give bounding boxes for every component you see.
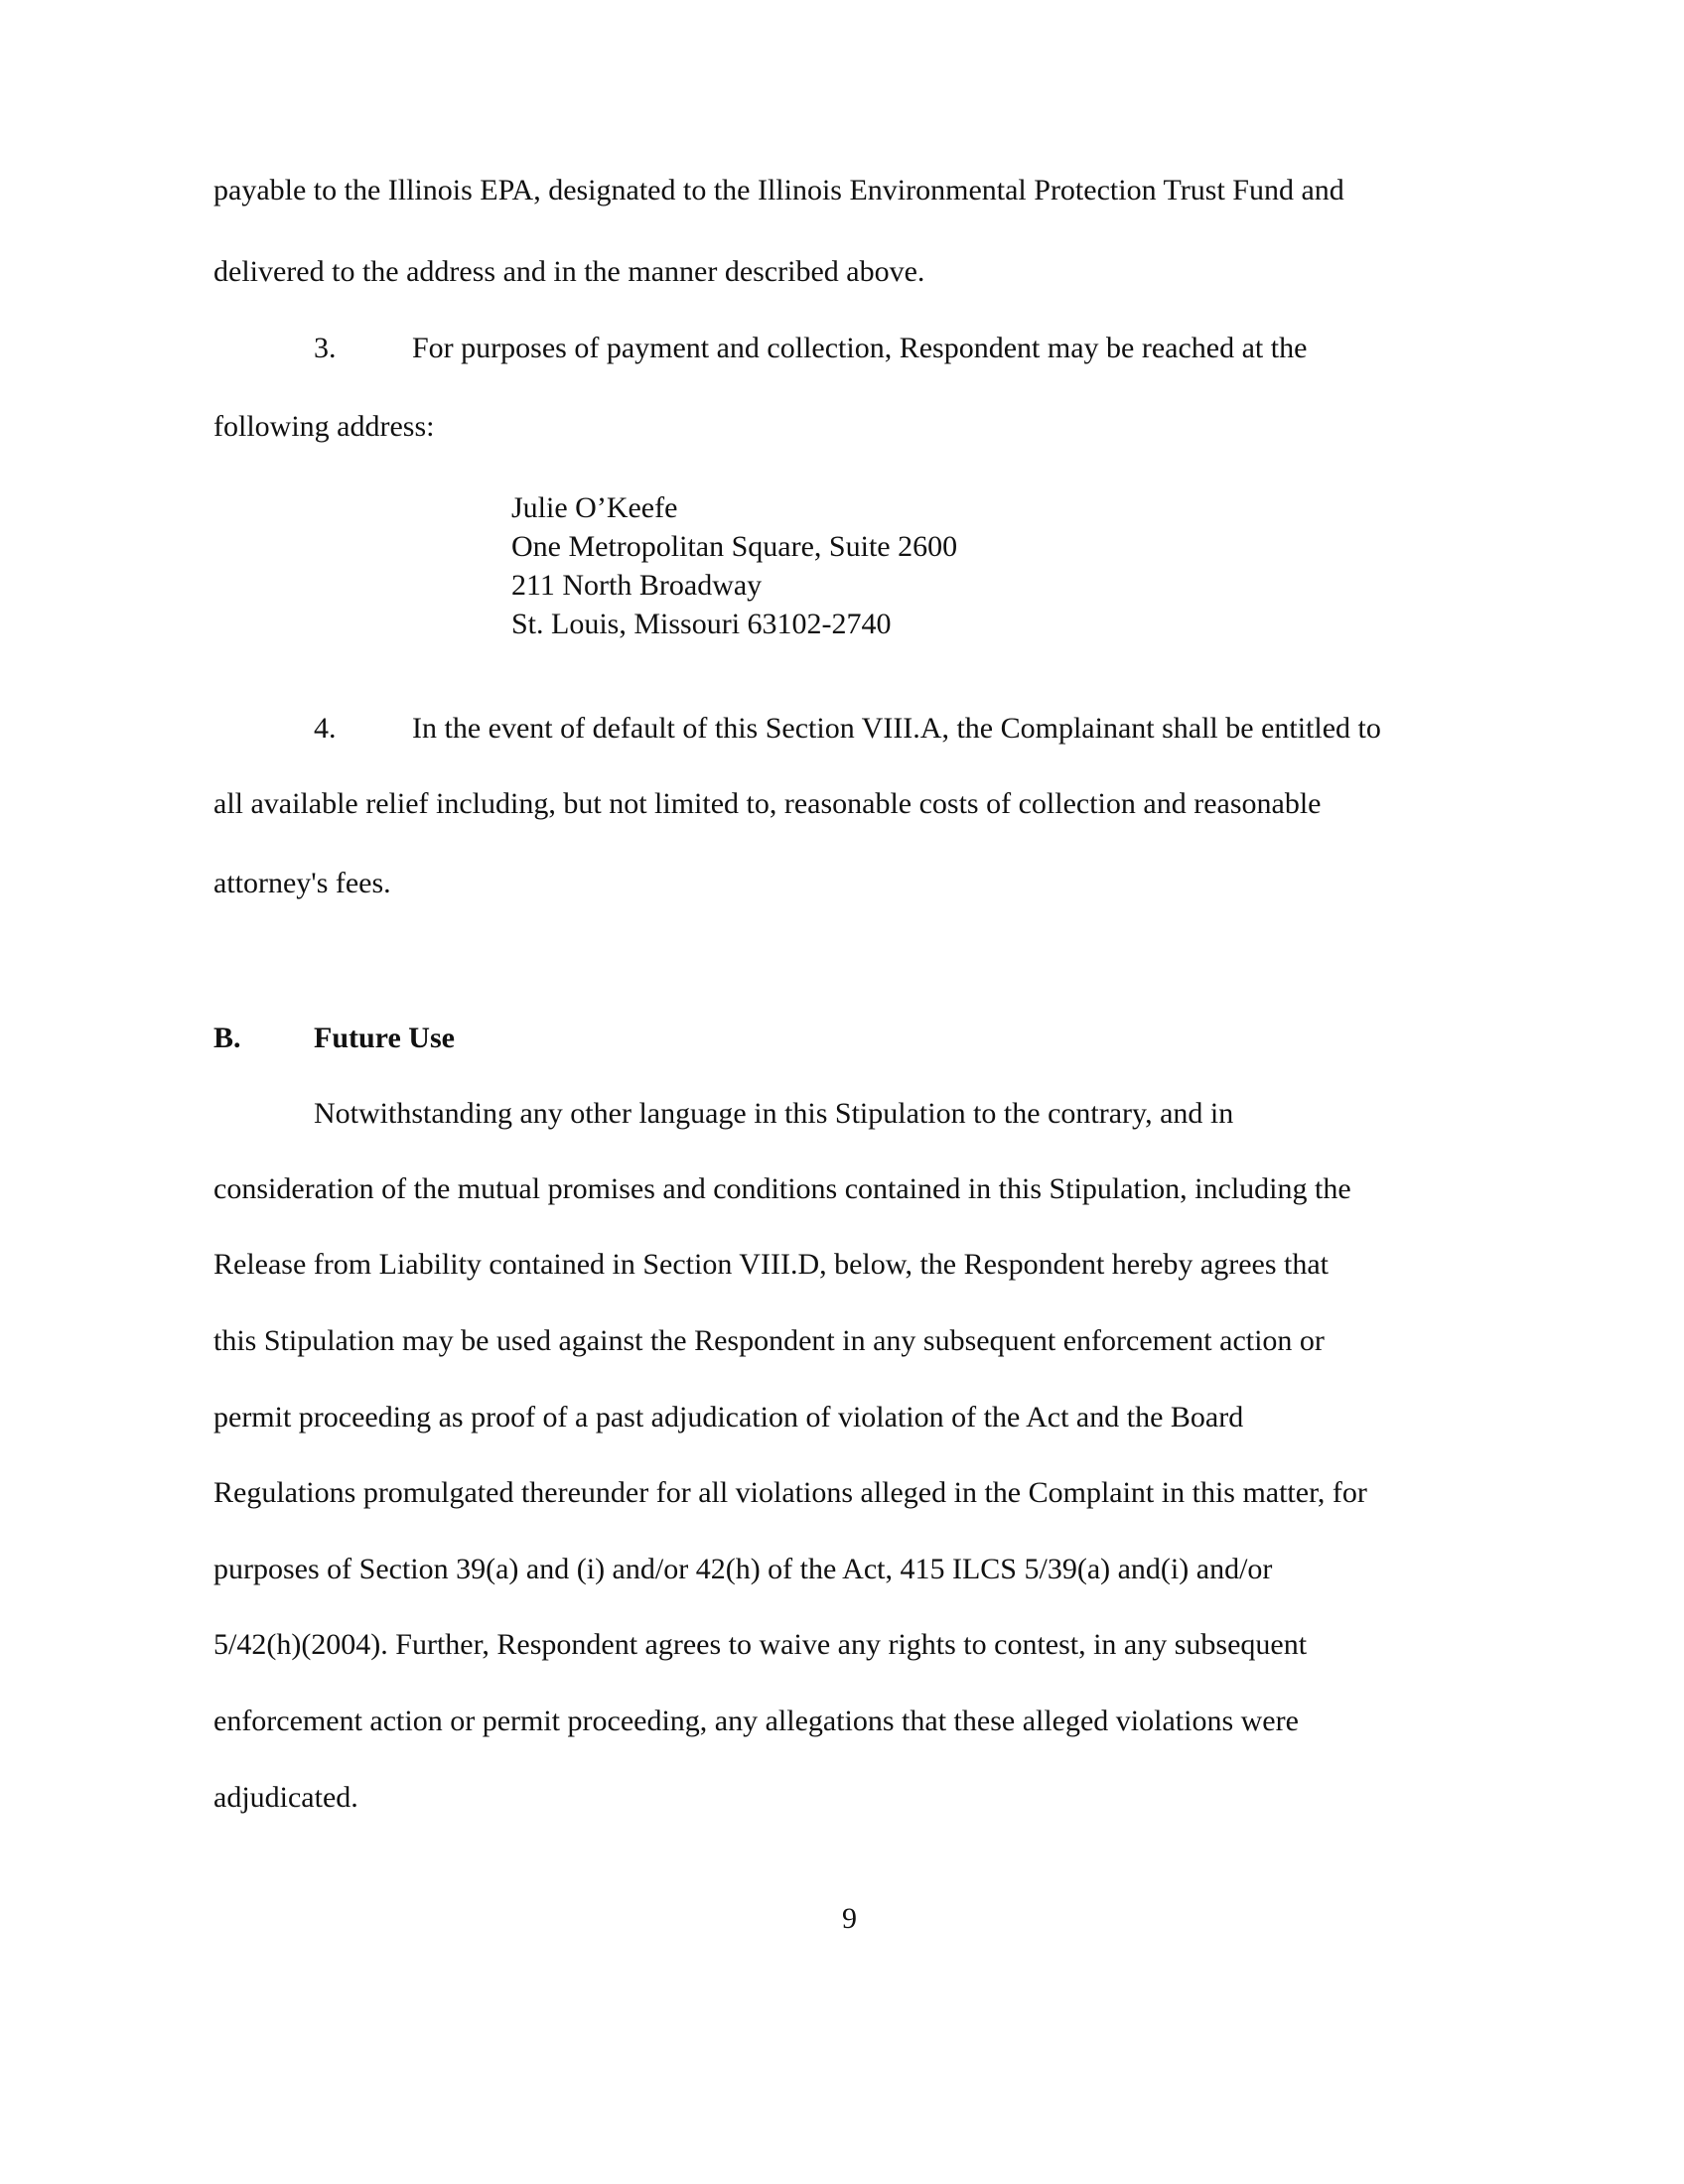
- paragraph-line: following address:: [213, 410, 435, 443]
- item-number: 4.: [314, 712, 337, 745]
- item-number: 3.: [314, 332, 337, 364]
- paragraph-line: In the event of default of this Section VIII.A, the Complainant shall be entitled to: [412, 712, 1381, 745]
- address-line: St. Louis, Missouri 63102-2740: [511, 608, 892, 640]
- address-block: [511, 488, 957, 643]
- paragraph-line: purposes of Section 39(a) and (i) and/or 42(h) of the Act, 415 ILCS 5/39(a) and(i) and/or: [213, 1553, 1273, 1585]
- paragraph-line: 5/42(h)(2004). Further, Respondent agrees to waive any rights to contest, in any subsequent: [213, 1628, 1308, 1661]
- paragraph-line: adjudicated.: [213, 1781, 358, 1814]
- paragraph-line: permit proceeding as proof of a past adjudication of violation of the Act and the Board: [213, 1401, 1244, 1433]
- address-name: Julie O’Keefe: [511, 491, 678, 524]
- paragraph-line: consideration of the mutual promises and conditions contained in this Stipulation, including the: [213, 1172, 1351, 1205]
- paragraph-line: Release from Liability contained in Section VIII.D, below, the Respondent hereby agrees that: [213, 1248, 1329, 1281]
- page-number: 9: [842, 1902, 857, 1935]
- address-line: 211 North Broadway: [511, 569, 763, 602]
- paragraph-line: For purposes of payment and collection, Respondent may be reached at the: [412, 332, 1308, 364]
- paragraph-line: attorney's fees.: [213, 867, 391, 899]
- paragraph-line: payable to the Illinois EPA, designated to the Illinois Environmental Protection Trust Fund and: [213, 174, 1344, 206]
- section-title: Future Use: [314, 1022, 455, 1054]
- paragraph-line: Regulations promulgated thereunder for all violations alleged in the Complaint in this matter, for: [213, 1476, 1367, 1509]
- paragraph-line: delivered to the address and in the manner described above.: [213, 255, 925, 288]
- paragraph-line: this Stipulation may be used against the Respondent in any subsequent enforcement action or: [213, 1324, 1325, 1357]
- section-letter: B.: [213, 1022, 241, 1054]
- paragraph-line: Notwithstanding any other language in this Stipulation to the contrary, and in: [314, 1097, 1234, 1130]
- paragraph-line: all available relief including, but not limited to, reasonable costs of collection and reasonable: [213, 787, 1322, 820]
- paragraph-line: enforcement action or permit proceeding, any allegations that these alleged violations were: [213, 1705, 1299, 1737]
- address-line: One Metropolitan Square, Suite 2600: [511, 530, 958, 563]
